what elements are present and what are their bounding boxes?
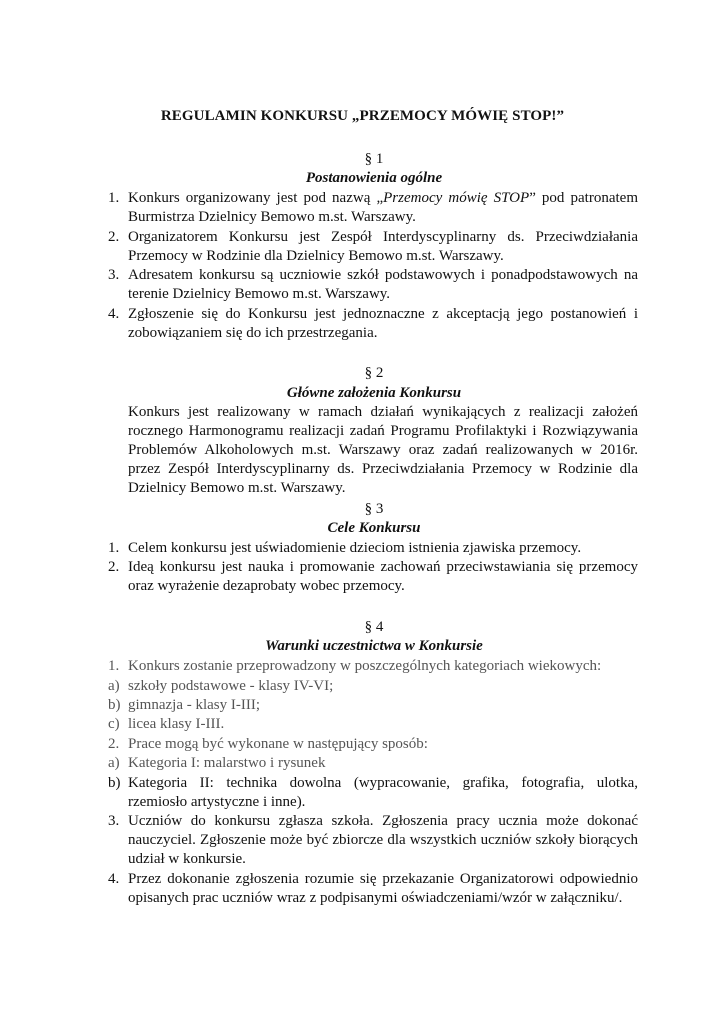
- document-title: REGULAMIN KONKURSU „PRZEMOCY MÓWIĘ STOP!”: [160, 108, 565, 124]
- list-item: a) Kategoria I: malarstwo i rysunek: [108, 755, 326, 771]
- section-4-mark: § 4: [364, 619, 384, 635]
- section-3-mark: § 3: [364, 501, 384, 517]
- list-item: 1. Konkurs zostanie przeprowadzony w poszczególnych kategoriach wiekowych:: [108, 658, 602, 674]
- list-item: 2. Ideą konkursu jest nauka i promowanie zachowań przeciwstawiania się przemocy oraz wyrażenie dezaprobaty wobec przemocy.: [108, 559, 638, 594]
- list-item: a) szkoły podstawowe - klasy IV-VI;: [108, 678, 334, 694]
- section-2-paragraph: Konkurs jest realizowany w ramach działań wynikających z realizacji założeń rocznego Harmonogramu realizacji zadań Programu Profilaktyki i Rozwiązywania Problemów Alkoholowych m.st. Warszawy oraz zadań realizowanych w 2016r. przez Zespół Interdyscyplinarny ds. Przeciwdziałania Przemocy w Rodzinie dla Dzielnicy Bemowo m.st. Warszawy.: [128, 404, 638, 496]
- section-2-heading: Główne założenia Konkursu: [286, 385, 462, 401]
- list-item: 4. Przez dokonanie zgłoszenia rozumie się przekazanie Organizatorowi odpowiednio opisanych prac uczniów wraz z podpisanymi oświadczeniami/wzór w załączniku/.: [108, 871, 638, 906]
- section-1-heading: Postanowienia ogólne: [305, 170, 443, 186]
- list-item: 1. Konkurs organizowany jest pod nazwą „Przemocy mówię STOP” pod patronatem Burmistrza Dzielnicy Bemowo m.st. Warszawy.: [108, 190, 638, 225]
- list-item: 4. Zgłoszenie się do Konkursu jest jednoznaczne z akceptacją jego postanowień i zobowiązaniem się do ich przestrzegania.: [108, 306, 638, 341]
- list-item: b) gimnazja - klasy I-III;: [108, 697, 261, 713]
- list-item: 3. Uczniów do konkursu zgłasza szkoła. Zgłoszenia pracy ucznia może dokonać nauczyciel. Zgłoszenie może być zbiorcze dla wszystkich uczniów szkoły biorących udział w konkursie.: [108, 813, 638, 867]
- list-item: 2. Prace mogą być wykonane w następujący sposób:: [108, 736, 428, 752]
- list-item: 1. Celem konkursu jest uświadomienie dzieciom istnienia zjawiska przemocy.: [108, 540, 582, 556]
- list-item: b) Kategoria II: technika dowolna (wypracowanie, grafika, fotografia, ulotka, rzemiosło artystyczne i inne).: [108, 775, 638, 810]
- section-1-mark: § 1: [364, 151, 384, 167]
- section-2-mark: § 2: [364, 365, 384, 381]
- list-item: c) licea klasy I-III.: [108, 716, 225, 732]
- list-item: 3. Adresatem konkursu są uczniowie szkół podstawowych i ponadpodstawowych na terenie Dzielnicy Bemowo m.st. Warszawy.: [108, 267, 638, 302]
- section-4-heading: Warunki uczestnictwa w Konkursie: [265, 638, 483, 654]
- list-item: 2. Organizatorem Konkursu jest Zespół Interdyscyplinarny ds. Przeciwdziałania Przemocy w Rodzinie dla Dzielnicy Bemowo m.st. Warszawy.: [108, 229, 638, 264]
- section-3-heading: Cele Konkursu: [327, 520, 421, 536]
